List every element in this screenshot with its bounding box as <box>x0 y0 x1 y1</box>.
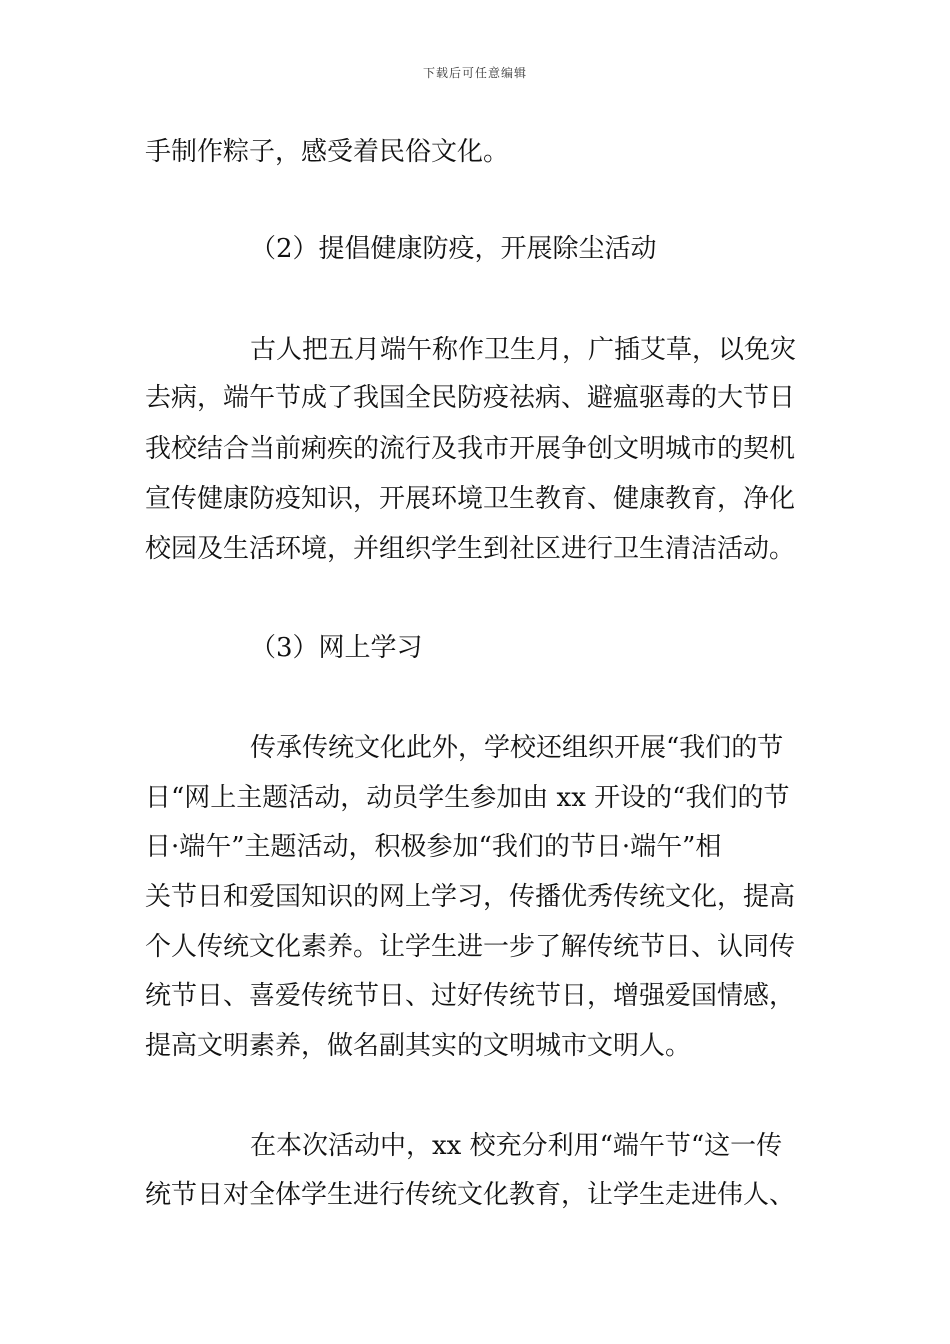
paragraph-line: 关节日和爱国知识的网上学习，传播优秀传统文化，提高 <box>145 882 796 912</box>
paragraph-line: 日·端午”主题活动，积极参加“我们的节日·端午”相 <box>145 832 722 862</box>
paragraph-line: 手制作粽子，感受着民俗文化。 <box>145 137 510 167</box>
paragraph-line: 去病，端午节成了我国全民防疫祛病、避瘟驱毒的大节日 <box>145 383 796 413</box>
section-heading-3: （3）网上学习 <box>250 633 423 663</box>
paragraph-line: 日“网上主题活动，动员学生参加由 xx 开设的“我们的节 <box>145 783 790 813</box>
paragraph-line: 校园及生活环境，并组织学生到社区进行卫生清洁活动。 <box>145 534 796 564</box>
paragraph-line: 宣传健康防疫知识，开展环境卫生教育、健康教育，净化 <box>145 484 796 514</box>
section-heading-2: （2）提倡健康防疫，开展除尘活动 <box>250 234 657 264</box>
page-header: 下载后可任意编辑 <box>422 66 527 80</box>
paragraph-line: 古人把五月端午称作卫生月，广插艾草，以免灾 <box>250 335 797 365</box>
paragraph-line: 提高文明素养，做名副其实的文明城市文明人。 <box>145 1031 692 1061</box>
paragraph-line: 个人传统文化素养。让学生进一步了解传统节日、认同传 <box>145 932 796 962</box>
paragraph-line: 传承传统文化此外，学校还组织开展“我们的节 <box>250 733 784 763</box>
paragraph-line: 统节日对全体学生进行传统文化教育，让学生走进伟人、 <box>145 1180 796 1210</box>
paragraph-line: 我校结合当前痢疾的流行及我市开展争创文明城市的契机 <box>145 434 796 464</box>
paragraph-line: 在本次活动中，xx 校充分利用“端午节“这一传 <box>250 1131 783 1161</box>
paragraph-line: 统节日、喜爱传统节日、过好传统节日，增强爱国情感， <box>145 981 796 1011</box>
